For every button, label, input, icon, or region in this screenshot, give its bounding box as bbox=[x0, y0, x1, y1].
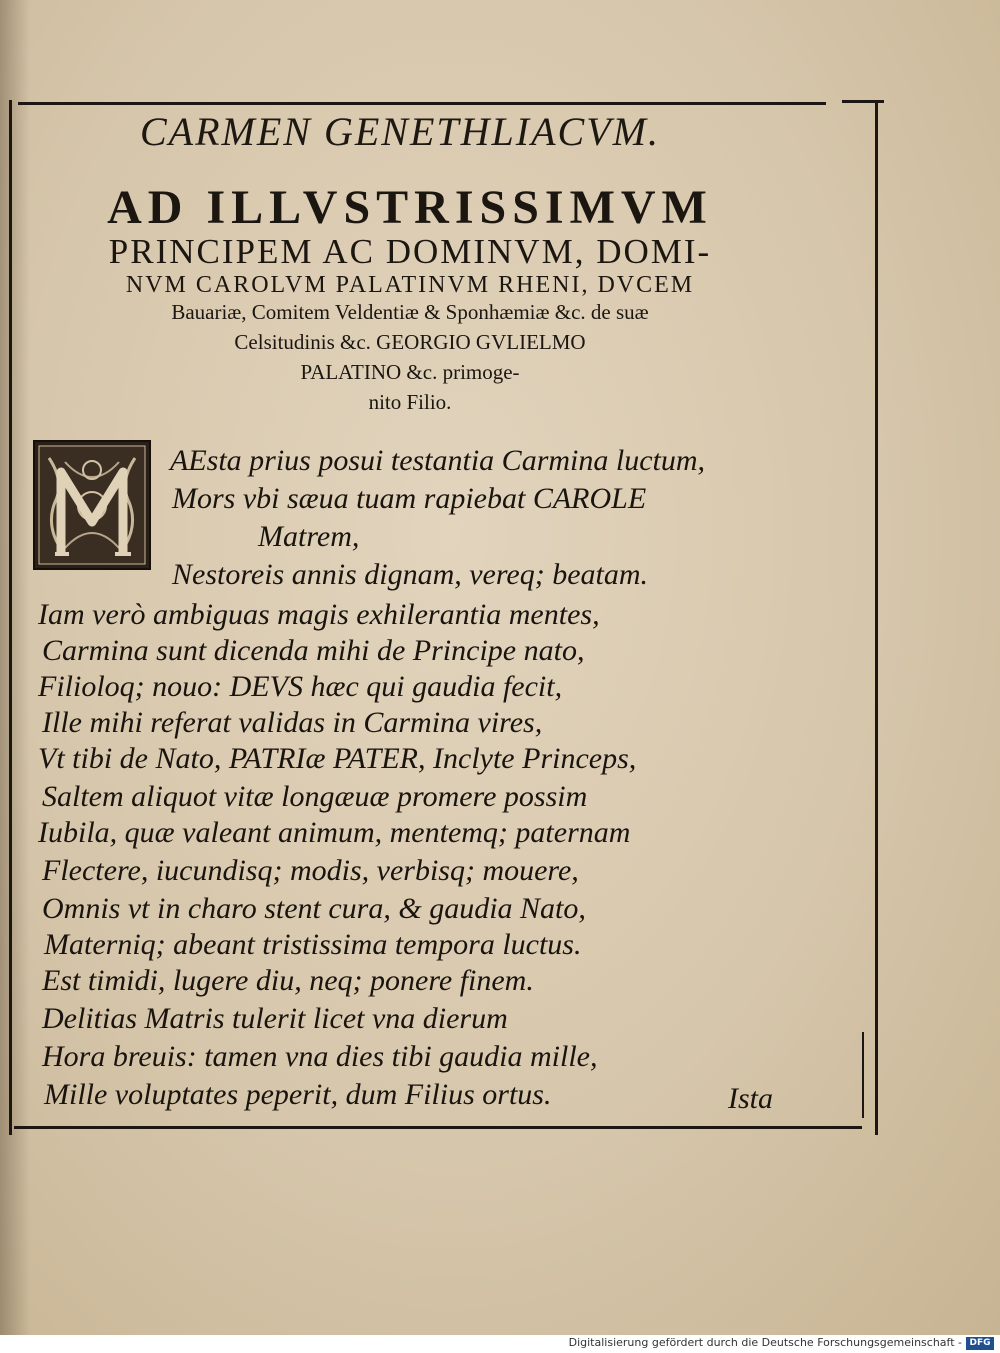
verse-line: Ille mihi referat validas in Carmina vires, bbox=[42, 706, 543, 739]
title-line-7: nito Filio. bbox=[368, 390, 452, 414]
verse-line: Nestoreis annis dignam, vereq; beatam. bbox=[172, 558, 649, 591]
frame-right-rule bbox=[875, 100, 878, 1135]
verse-line: Materniq; abeant tristissima tempora luctus. bbox=[44, 928, 582, 961]
title-line-4: Bauariæ, Comitem Veldentiæ & Sponhæmiæ &c. de suæ bbox=[171, 300, 649, 324]
footer-credit: Digitalisierung gefördert durch die Deutsche Forschungsgemeinschaft - bbox=[568, 1336, 962, 1349]
title-line-1: AD ILLVSTRISSIMVM bbox=[107, 181, 713, 234]
verse-line: Iubila, quæ valeant animum, mentemq; paternam bbox=[38, 816, 631, 849]
verse-line: Filioloq; nouo: DEVS hæc qui gaudia fecit, bbox=[38, 670, 563, 703]
verse-line: Iam verò ambiguas magis exhilerantia mentes, bbox=[38, 598, 600, 631]
verse-line: Mille voluptates peperit, dum Filius ortus. bbox=[44, 1078, 552, 1111]
verse-line: Carmina sunt dicenda mihi de Principe nato, bbox=[42, 634, 585, 667]
frame-left-rule bbox=[9, 100, 12, 1135]
title-line-2: PRINCIPEM AC DOMINVM, DOMI- bbox=[108, 232, 712, 271]
frame-inner-right-rule bbox=[862, 1032, 864, 1118]
verse-line: Matrem, bbox=[258, 520, 360, 553]
frame-top-rule bbox=[18, 102, 826, 105]
running-head: CARMEN GENETHLIACVM. bbox=[140, 109, 660, 154]
verse-line: Est timidi, lugere diu, neq; ponere finem. bbox=[42, 964, 534, 997]
dfg-logo: DFG bbox=[966, 1337, 994, 1350]
title-line-3: NVM CAROLVM PALATINVM RHENI, DVCEM bbox=[125, 272, 695, 298]
verse-line: Hora breuis: tamen vna dies tibi gaudia mille, bbox=[42, 1040, 598, 1073]
ornament-icon bbox=[35, 442, 149, 568]
verse-line: Mors vbi sæua tuam rapiebat CAROLE bbox=[172, 482, 647, 515]
title-line-5: Celsitudinis &c. GEORGIO GVLIELMO bbox=[234, 330, 586, 354]
catchword: Ista bbox=[728, 1082, 773, 1115]
title-line-6: PALATINO &c. primoge- bbox=[300, 360, 520, 384]
verse-line: Flectere, iucundisq; modis, verbisq; mouere, bbox=[42, 854, 579, 887]
decorated-initial-m bbox=[33, 440, 151, 570]
verse-line: Omnis vt in charo stent cura, & gaudia Nato, bbox=[42, 892, 586, 925]
footer-bar bbox=[0, 1335, 1000, 1353]
frame-bottom-rule bbox=[14, 1126, 862, 1129]
verse-line: Saltem aliquot vitæ longæuæ promere possim bbox=[42, 780, 588, 813]
verse-line: Delitias Matris tulerit licet vna dierum bbox=[42, 1002, 508, 1035]
verse-line: Vt tibi de Nato, PATRIæ PATER, Inclyte Princeps, bbox=[38, 742, 637, 775]
verse-line: AEsta prius posui testantia Carmina luctum, bbox=[170, 444, 706, 477]
